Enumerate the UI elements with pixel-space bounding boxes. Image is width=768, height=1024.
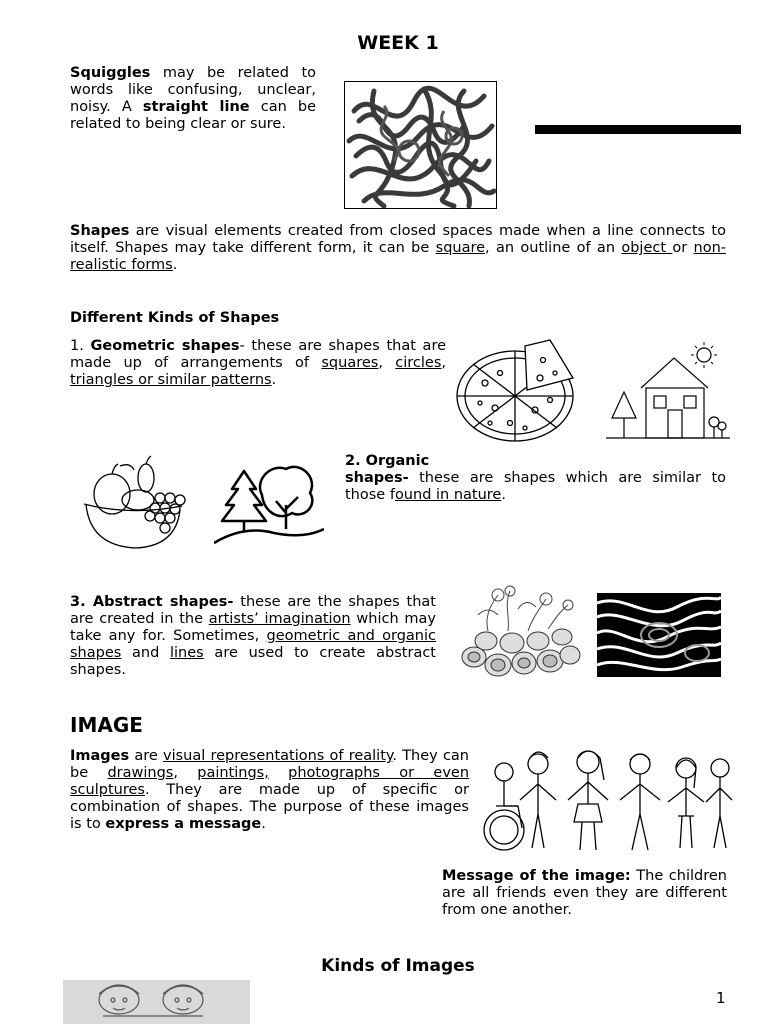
message-paragraph: Message of the image: The children are all friends even they are different from one another. bbox=[442, 868, 727, 918]
page-number: 1 bbox=[716, 989, 726, 1007]
pizza-image bbox=[455, 338, 579, 444]
images-paragraph: Images are visual representations of reality. They can be drawings, paintings, photographs or even sculptures. They are made up of specific or combination of shapes. The purpose of these images is to express a message. bbox=[70, 748, 470, 832]
squiggles-image bbox=[344, 81, 497, 209]
fruit-bowl-image bbox=[80, 454, 192, 552]
trees-image bbox=[214, 459, 324, 545]
abstract-swirl-image bbox=[597, 593, 721, 677]
page-title: WEEK 1 bbox=[357, 32, 439, 54]
abstract-flowers-image bbox=[458, 585, 582, 681]
kinds-of-images-heading: Kinds of Images bbox=[321, 956, 475, 976]
house-image bbox=[606, 340, 730, 440]
kinds-of-shapes-heading: Different Kinds of Shapes bbox=[70, 310, 280, 326]
image-heading: IMAGE bbox=[70, 713, 143, 737]
cartoon-children-image bbox=[63, 980, 250, 1024]
geometric-shapes-paragraph: 1. Geometric shapes- these are shapes that are made up of arrangements of squares, circles, triangles or similar patterns. bbox=[70, 338, 447, 388]
organic-shapes-paragraph: 2. Organic shapes- these are shapes which are similar to those found in nature. bbox=[345, 453, 726, 503]
squiggles-paragraph: Squiggles may be related to words like confusing, unclear, noisy. A straight line can be related to being clear or sure. bbox=[70, 65, 316, 132]
children-image bbox=[482, 744, 734, 858]
shapes-paragraph: Shapes are visual elements created from closed spaces made when a line connects to itself. Shapes may take different form, it can be square, an outline of an object or non-realistic forms. bbox=[70, 223, 727, 273]
straight-line-image bbox=[535, 125, 741, 134]
abstract-shapes-paragraph: 3. Abstract shapes- these are the shapes that are created in the artists’ imagination which may take any for. Sometimes, geometric and organic shapes and lines are used to create abstract shapes. bbox=[70, 594, 436, 678]
